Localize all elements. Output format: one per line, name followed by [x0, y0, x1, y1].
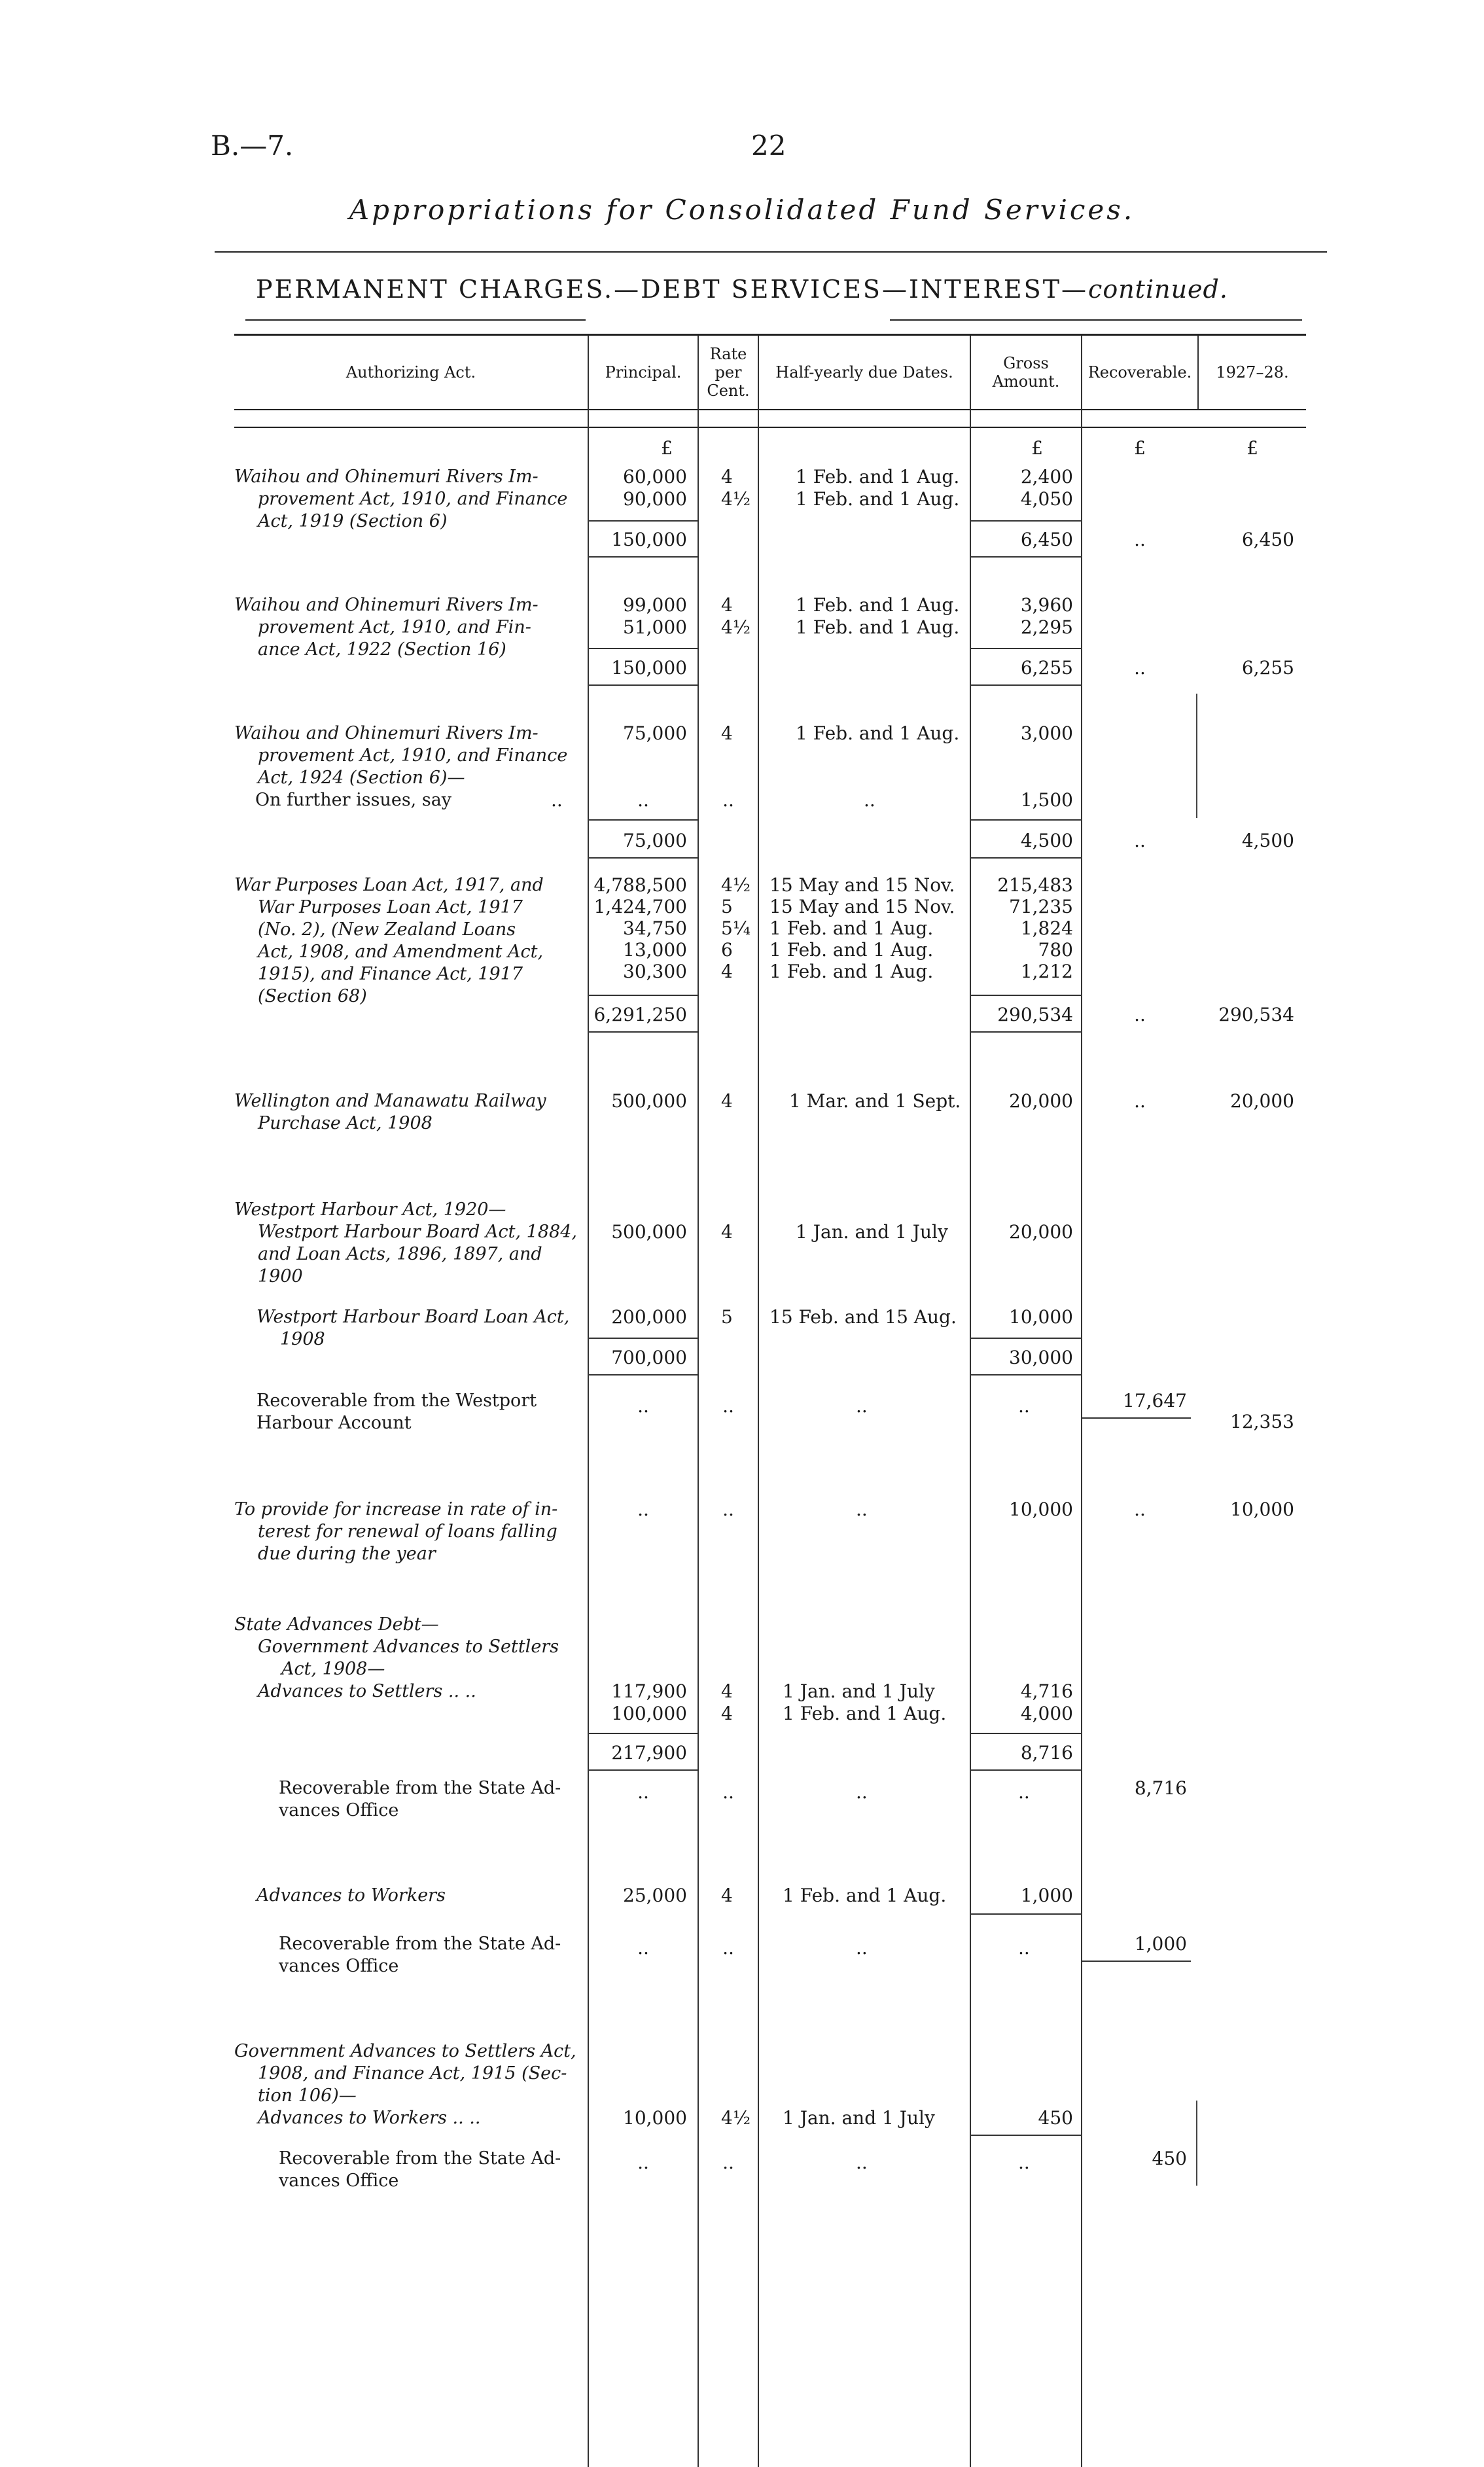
total-rule — [971, 857, 1081, 859]
gross-value: 3,000 — [1020, 722, 1073, 744]
year-value: 4,500 — [1241, 830, 1294, 851]
col-header-dates: Half-yearly due Dates. — [775, 363, 953, 382]
rate-value: 5¼ — [721, 917, 751, 939]
unit-gross: £ — [1031, 437, 1043, 459]
act-line: Act, 1924 (Section 6)— — [258, 768, 465, 788]
recoverable-value: 8,716 — [1134, 1777, 1187, 1799]
recoverable-description — [256, 1390, 584, 1434]
principal-value: 51,000 — [623, 616, 687, 638]
unit-principal: £ — [661, 437, 673, 459]
act-line: provement Act, 1910, and Finance — [258, 745, 568, 766]
page-title: Appropriations for Consolidated Fund Services. — [349, 194, 1135, 226]
subtotal-rule — [971, 1733, 1081, 1734]
gross-value: .. — [1018, 1395, 1030, 1417]
principal-value: 25,000 — [623, 1885, 687, 1906]
gross-value: 1,824 — [1020, 917, 1073, 939]
subtotal-rule — [589, 1733, 698, 1734]
act-line: Waihou and Ohinemuri Rivers Im- — [234, 595, 539, 615]
principal-value: 4,788,500 — [593, 874, 687, 896]
recoverable-value: .. — [1134, 830, 1146, 851]
header-bottom-rule — [234, 409, 1306, 410]
gross-total: 30,000 — [1009, 1347, 1073, 1368]
year-value: 6,450 — [1241, 529, 1294, 550]
act-line: 1915), and Finance Act, 1917 — [258, 964, 523, 984]
principal-total: 700,000 — [611, 1347, 687, 1368]
principal-value: .. — [637, 1499, 649, 1520]
document-reference: B.—7. — [211, 130, 294, 162]
dates-value: 15 May and 15 Nov. — [769, 896, 955, 917]
principal-total: 150,000 — [611, 529, 687, 550]
dates-value: .. — [856, 2152, 868, 2173]
rate-value: 4 — [721, 466, 733, 488]
dates-value: .. — [856, 1937, 868, 1959]
col-header-gross: Gross Amount. — [992, 354, 1060, 391]
year-value: 20,000 — [1230, 1090, 1294, 1112]
act-line: (No. 2), (New Zealand Loans — [258, 919, 516, 940]
act-line: War Purposes Loan Act, 1917, and — [234, 875, 544, 895]
rate-value: .. — [722, 1395, 734, 1417]
bracket-line — [1196, 694, 1197, 818]
act-line: Advances to Workers — [256, 1885, 446, 1906]
title-rule — [215, 251, 1327, 253]
act-line: vances Office — [279, 2171, 399, 2191]
principal-value: 500,000 — [611, 1221, 687, 1243]
act-line: Government Advances to Settlers — [258, 1637, 559, 1657]
col-divider — [758, 336, 759, 2467]
recoverable-value: .. — [1134, 1004, 1146, 1025]
col-divider — [1197, 336, 1199, 409]
act-line: Harbour Account — [256, 1413, 412, 1433]
gross-value: 4,716 — [1020, 1680, 1073, 1702]
gross-value: 450 — [1038, 2107, 1073, 2129]
act-line: Recoverable from the State Ad- — [279, 1934, 561, 1954]
act-line: provement Act, 1910, and Finance — [258, 489, 568, 509]
dates-value: 15 May and 15 Nov. — [769, 874, 955, 896]
rate-value: 4 — [721, 1885, 733, 1906]
act-line: 1908, and Finance Act, 1915 (Sec- — [258, 2063, 567, 2084]
gross-total: 6,450 — [1020, 529, 1073, 550]
dates-value: 1 Jan. and 1 July — [796, 1221, 948, 1243]
subtotal-rule — [971, 2135, 1081, 2136]
act-line: vances Office — [279, 1800, 399, 1820]
principal-value: 90,000 — [623, 488, 687, 510]
act-description — [234, 2040, 588, 2129]
dates-value: 1 Jan. and 1 July — [783, 1680, 935, 1702]
principal-value: .. — [637, 2152, 649, 2173]
dates-value: 1 Feb. and 1 Aug. — [769, 917, 934, 939]
principal-value: 75,000 — [623, 722, 687, 744]
subtotal-rule — [971, 995, 1081, 996]
act-description — [234, 1090, 581, 1135]
gross-value: 3,960 — [1020, 594, 1073, 616]
subtitle-rule-left — [245, 319, 586, 321]
subtotal-rule — [971, 819, 1081, 821]
rate-value: .. — [722, 789, 734, 811]
principal-value: 1,424,700 — [593, 896, 687, 917]
dates-value: 1 Feb. and 1 Aug. — [769, 961, 934, 982]
rate-value: .. — [722, 1499, 734, 1520]
dates-value: .. — [864, 789, 875, 811]
gross-value: 2,400 — [1020, 466, 1073, 488]
gross-total: 6,255 — [1020, 657, 1073, 679]
total-rule — [589, 1769, 698, 1771]
subtotal-rule — [971, 1338, 1081, 1339]
principal-value: .. — [637, 1937, 649, 1959]
act-line: To provide for increase in rate of in- — [234, 1499, 558, 1519]
dates-value: 15 Feb. and 15 Aug. — [769, 1306, 957, 1328]
unit-recoverable: £ — [1134, 437, 1146, 459]
act-description — [234, 1499, 581, 1565]
act-line: provement Act, 1910, and Fin- — [258, 617, 531, 637]
subtotal-rule — [589, 819, 698, 821]
rate-value: 4 — [721, 1221, 733, 1243]
gross-value: 20,000 — [1009, 1221, 1073, 1243]
total-rule — [589, 684, 698, 686]
act-line: Westport Harbour Board Act, 1884, — [258, 1222, 577, 1242]
col-divider — [970, 336, 971, 2467]
dates-value: 1 Feb. and 1 Aug. — [796, 594, 960, 616]
col-header-year: 1927–28. — [1216, 363, 1289, 382]
principal-value: 10,000 — [623, 2107, 687, 2129]
principal-value: 200,000 — [611, 1306, 687, 1328]
dates-value: .. — [856, 1395, 868, 1417]
dates-value: 1 Jan. and 1 July — [783, 2107, 935, 2129]
principal-value: .. — [637, 789, 649, 811]
dates-value: 1 Feb. and 1 Aug. — [783, 1885, 947, 1906]
bracket-line — [1196, 2101, 1197, 2186]
act-line: Advances to Workers .. .. — [258, 2108, 481, 2128]
principal-total: 6,291,250 — [593, 1004, 687, 1025]
gross-value: 4,000 — [1020, 1703, 1073, 1724]
subtotal-rule — [589, 520, 698, 522]
recoverable-value: .. — [1134, 529, 1146, 550]
recoverable-description — [279, 1933, 586, 1978]
principal-value: 60,000 — [623, 466, 687, 488]
col-header-act: Authorizing Act. — [345, 363, 476, 382]
act-line: terest for renewal of loans falling — [258, 1521, 557, 1542]
gross-value: 215,483 — [997, 874, 1073, 896]
rate-value: 4 — [721, 1090, 733, 1112]
gross-value: 10,000 — [1009, 1306, 1073, 1328]
dates-value: 1 Feb. and 1 Aug. — [796, 722, 960, 744]
subtotal-rule — [971, 1913, 1081, 1915]
total-rule — [971, 1031, 1081, 1033]
gross-value: .. — [1018, 1781, 1030, 1803]
act-line: 1900 — [258, 1266, 303, 1287]
rate-value: 4½ — [721, 488, 751, 510]
act-line: Recoverable from the Westport — [256, 1391, 537, 1411]
page-number: 22 — [751, 130, 786, 162]
principal-value: 99,000 — [623, 594, 687, 616]
gross-value: .. — [1018, 1937, 1030, 1959]
total-rule — [971, 1769, 1081, 1771]
gross-value: .. — [1018, 2152, 1030, 2173]
act-description — [234, 874, 581, 1008]
rate-value: 6 — [721, 939, 733, 961]
total-rule — [589, 556, 698, 558]
act-line: vances Office — [279, 1956, 399, 1976]
subtitle-main: PERMANENT CHARGES.—DEBT SERVICES—INTEREST— — [256, 275, 1089, 304]
principal-value: .. — [637, 1781, 649, 1803]
total-rule — [589, 1031, 698, 1033]
rate-value: 4½ — [721, 874, 751, 896]
dates-value: 1 Feb. and 1 Aug. — [796, 466, 960, 488]
gross-total: 8,716 — [1020, 1742, 1073, 1764]
rate-value: 4½ — [721, 2107, 751, 2129]
act-description — [234, 466, 581, 533]
subtotal-rule — [971, 520, 1081, 522]
act-line: Recoverable from the State Ad- — [279, 1778, 561, 1798]
principal-value: 500,000 — [611, 1090, 687, 1112]
gross-value: 1,500 — [1020, 789, 1073, 811]
principal-value: 30,300 — [623, 961, 687, 982]
act-line: and Loan Acts, 1896, 1897, and — [258, 1244, 542, 1264]
act-description — [234, 1614, 581, 1703]
act-description — [234, 1199, 581, 1288]
dates-value: 1 Mar. and 1 Sept. — [789, 1090, 961, 1112]
total-rule — [971, 684, 1081, 686]
principal-value: 13,000 — [623, 939, 687, 961]
total-rule — [589, 1374, 698, 1375]
act-description — [256, 1306, 584, 1351]
act-line: Act, 1919 (Section 6) — [258, 511, 448, 531]
recoverable-value: .. — [1134, 1090, 1146, 1112]
year-value: 12,353 — [1230, 1411, 1294, 1432]
principal-total: 217,900 — [611, 1742, 687, 1764]
act-line: War Purposes Loan Act, 1917 — [258, 897, 523, 917]
act-line: Waihou and Ohinemuri Rivers Im- — [234, 723, 539, 743]
act-line: Westport Harbour Act, 1920— — [234, 1199, 506, 1220]
gross-value: 4,050 — [1020, 488, 1073, 510]
body-top-rule — [234, 427, 1306, 428]
rate-value: .. — [722, 1937, 734, 1959]
gross-value: 1,212 — [1020, 961, 1073, 982]
col-header-rate: Rate per Cent. — [707, 345, 750, 400]
act-description — [234, 722, 581, 789]
rate-value: .. — [722, 1781, 734, 1803]
rate-value: 4 — [721, 1703, 733, 1724]
year-value: 10,000 — [1230, 1499, 1294, 1520]
dates-value: 1 Feb. and 1 Aug. — [783, 1703, 947, 1724]
rate-value: 4 — [721, 594, 733, 616]
act-line: Advances to Settlers .. .. — [258, 1681, 476, 1701]
recoverable-value: 17,647 — [1123, 1390, 1187, 1411]
total-rule — [971, 556, 1081, 558]
act-line: (Section 68) — [258, 986, 367, 1006]
act-line: Purchase Act, 1908 — [258, 1113, 433, 1133]
act-sub-description: On further issues, say — [255, 790, 452, 810]
subtotal-rule — [589, 1338, 698, 1339]
act-line: Government Advances to Settlers Act, — [234, 2041, 576, 2061]
act-description — [234, 594, 581, 661]
recoverable-rule — [1082, 1417, 1191, 1419]
rate-value: 4 — [721, 961, 733, 982]
principal-value: 34,750 — [623, 917, 687, 939]
subtotal-rule — [971, 648, 1081, 649]
table-top-rule — [234, 334, 1306, 336]
total-rule — [971, 1374, 1081, 1375]
rate-value: 5 — [721, 1306, 733, 1328]
act-line: Wellington and Manawatu Railway — [234, 1091, 546, 1111]
recoverable-value: .. — [1134, 657, 1146, 679]
recoverable-description — [279, 2148, 586, 2192]
principal-value: .. — [637, 1395, 649, 1417]
principal-value: 100,000 — [611, 1703, 687, 1724]
recoverable-rule — [1082, 1961, 1191, 1962]
gross-value: 2,295 — [1020, 616, 1073, 638]
subtotal-rule — [589, 995, 698, 996]
total-rule — [589, 857, 698, 859]
act-line: Recoverable from the State Ad- — [279, 2148, 561, 2169]
section-subtitle — [0, 275, 1484, 304]
col-header-recoverable: Recoverable. — [1087, 363, 1192, 382]
unit-year: £ — [1246, 437, 1258, 459]
rate-value: 4 — [721, 722, 733, 744]
leader-dots: .. — [551, 789, 563, 811]
year-value: 6,255 — [1241, 657, 1294, 679]
recoverable-value: 1,000 — [1134, 1933, 1187, 1955]
act-line: due during the year — [258, 1544, 436, 1564]
act-line: Waihou and Ohinemuri Rivers Im- — [234, 467, 539, 487]
rate-value: .. — [722, 2152, 734, 2173]
act-line: State Advances Debt— — [234, 1614, 439, 1635]
gross-total: 290,534 — [997, 1004, 1073, 1025]
recoverable-description — [279, 1777, 586, 1822]
gross-value: 10,000 — [1009, 1499, 1073, 1520]
dates-value: 1 Feb. and 1 Aug. — [796, 488, 960, 510]
subtotal-rule — [589, 648, 698, 649]
act-line: Westport Harbour Board Loan Act, — [256, 1307, 570, 1327]
gross-value: 1,000 — [1020, 1885, 1073, 1906]
gross-total: 4,500 — [1020, 830, 1073, 851]
gross-value: 20,000 — [1009, 1090, 1073, 1112]
recoverable-value: .. — [1134, 1499, 1146, 1520]
act-description — [256, 1885, 584, 1907]
act-line: ance Act, 1922 (Section 16) — [258, 639, 506, 660]
dates-value: 1 Feb. and 1 Aug. — [796, 616, 960, 638]
rate-value: 4½ — [721, 616, 751, 638]
gross-value: 71,235 — [1009, 896, 1073, 917]
principal-value: 117,900 — [611, 1680, 687, 1702]
year-value: 290,534 — [1218, 1004, 1294, 1025]
dates-value: .. — [856, 1499, 868, 1520]
principal-total: 150,000 — [611, 657, 687, 679]
rate-value: 5 — [721, 896, 733, 917]
subtitle-rule-right — [890, 319, 1302, 321]
dates-value: 1 Feb. and 1 Aug. — [769, 939, 934, 961]
act-line: Act, 1908— — [281, 1659, 385, 1679]
rate-value: 4 — [721, 1680, 733, 1702]
recoverable-value: 450 — [1152, 2148, 1187, 2169]
gross-value: 780 — [1038, 939, 1073, 961]
act-line: 1908 — [280, 1329, 325, 1349]
subtitle-continued: continued. — [1088, 275, 1228, 304]
act-line: tion 106)— — [258, 2085, 357, 2106]
dates-value: .. — [856, 1781, 868, 1803]
principal-total: 75,000 — [623, 830, 687, 851]
col-header-principal: Principal. — [605, 363, 682, 382]
act-line: Act, 1908, and Amendment Act, — [258, 942, 544, 962]
